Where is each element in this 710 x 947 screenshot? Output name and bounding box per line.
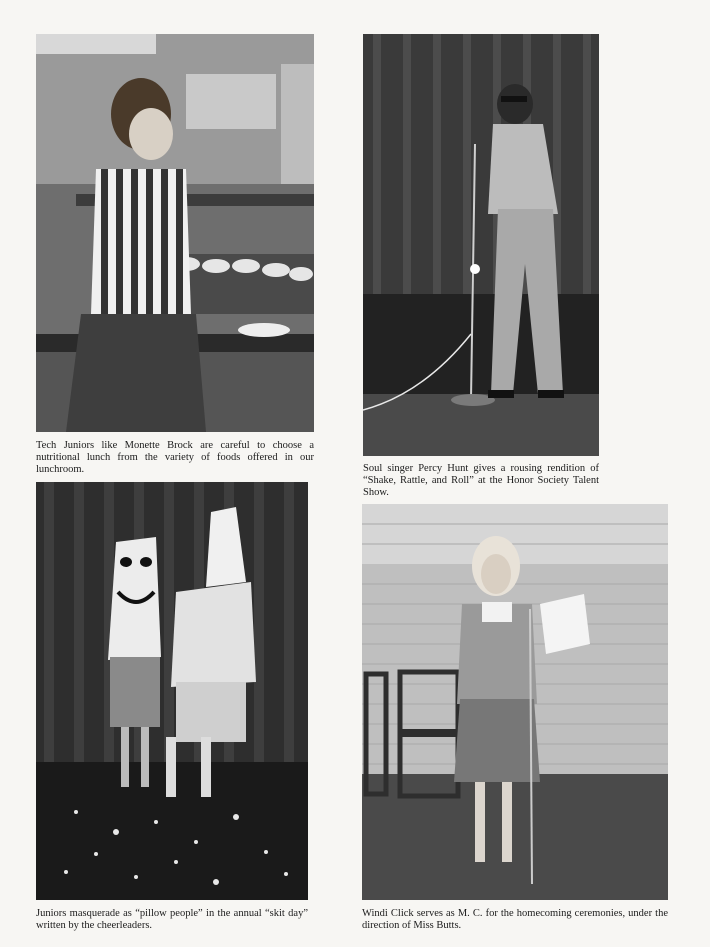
pillow-people-photo <box>36 482 308 900</box>
singer-caption: Soul singer Percy Hunt gives a rousing rendition of “Shake, Rattle, and Roll” at the Honor Society Talent Show. <box>363 463 599 498</box>
singer-photo <box>363 34 599 456</box>
lunchroom-caption: Tech Juniors like Monette Brock are careful to choose a nutritional lunch from the variety of foods offered in our lunchroom. <box>36 440 314 475</box>
pillow-people-caption: Juniors masquerade as “pillow people” in the annual “skit day” written by the cheerleaders. <box>36 908 308 931</box>
lunchroom-photo <box>36 34 314 432</box>
homecoming-mc-caption: Windi Click serves as M. C. for the homecoming ceremonies, under the direction of Miss Butts. <box>362 908 668 931</box>
homecoming-mc-photo <box>362 504 668 900</box>
